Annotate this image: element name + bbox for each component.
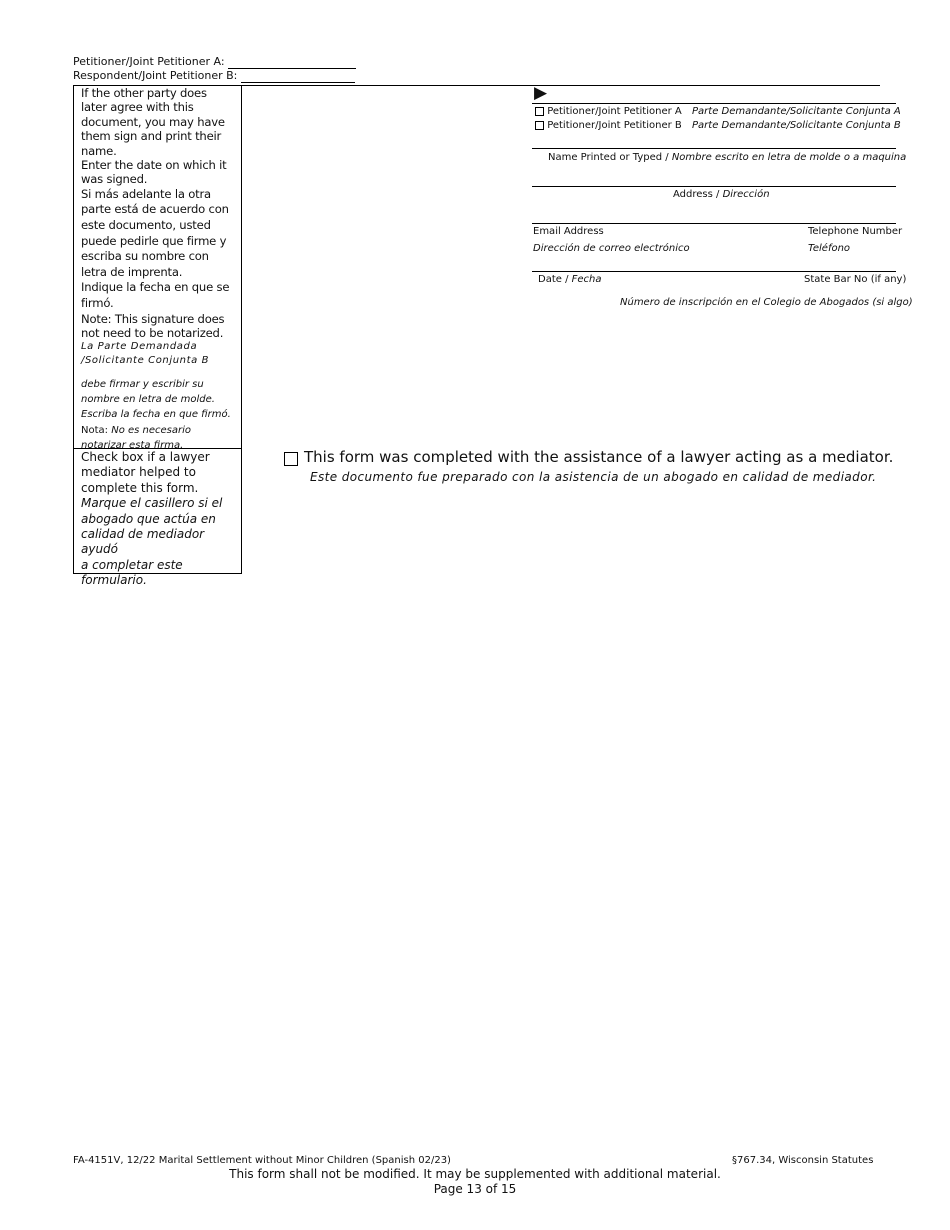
address-label (673, 189, 770, 201)
petitioner-label: Petitioner/Joint Petitioner A: (73, 55, 225, 68)
instruction-line: formulario. (81, 573, 147, 588)
address-line[interactable] (532, 186, 896, 187)
instruction-line: Enter the date on which it (81, 158, 227, 173)
instruction-line: a completar este (81, 557, 183, 572)
instruction-es (81, 187, 241, 312)
instruction-line: Si más adelante la otra (81, 186, 211, 201)
sign-here-arrow-icon: ▶ (534, 83, 548, 103)
instruction-line: escriba su nombre con (81, 249, 209, 264)
instruction-line: debe firmar y escribir su (81, 378, 204, 390)
petitioner-caption (73, 55, 356, 69)
state-bar-label-es: Número de inscripción en el Colegio de Abogados (si algo) (620, 297, 913, 308)
mediator-instruction-en (81, 450, 241, 496)
statute-reference: §767.34, Wisconsin Statutes (732, 1155, 874, 1166)
modification-notice: This form shall not be modified. It may be supplemented with additional material. (229, 1167, 721, 1181)
note-en (81, 312, 241, 341)
date-label-en: Date / (538, 274, 569, 285)
instruction-line: La Parte Demandada (81, 341, 198, 353)
name-line[interactable] (532, 148, 896, 149)
nota-line: notarizar esta firma. (81, 439, 184, 451)
instruction-line: letra de imprenta. (81, 264, 183, 279)
email-label: Email Address (533, 226, 604, 237)
address-label-en: Address / (673, 189, 720, 200)
instruction-line: later agree with this (81, 100, 194, 115)
instruction-line: Check box if a lawyer (81, 450, 210, 464)
instruction-line: document, you may have (81, 114, 225, 129)
phone-label-es: Teléfono (808, 243, 851, 254)
option-a-label-es: Parte Demandante/Solicitante Conjunta A (692, 106, 901, 117)
mediator-text-es: Este documento fue preparado con la asistencia de un abogado en calidad de mediador. (310, 470, 877, 484)
option-b-label-es: Parte Demandante/Solicitante Conjunta B (692, 120, 901, 131)
phone-label: Telephone Number (808, 226, 903, 237)
note-line: not need to be notarized. (81, 326, 224, 340)
signature-line[interactable] (532, 103, 896, 104)
mediator-instructions-box (73, 448, 242, 588)
petitioner-name-line[interactable] (228, 57, 356, 69)
state-bar-label: State Bar No (if any) (804, 274, 907, 285)
respondent-name-line[interactable] (241, 71, 355, 83)
instruction-line: them sign and print their (81, 129, 222, 144)
note-label: Note: (81, 311, 112, 326)
checkbox-petitioner-a[interactable] (535, 107, 544, 116)
address-label-es: Dirección (722, 189, 770, 200)
instruction-line: mediator helped to (81, 465, 196, 480)
instruction-line: was signed. (81, 172, 148, 187)
instruction-line: name. (81, 143, 117, 158)
note-line: This signature does (114, 311, 225, 326)
respondent-label: Respondent/Joint Petitioner B: (73, 69, 238, 82)
instruction-line: nombre en letra de molde. (81, 394, 215, 405)
instruction-line: Marque el casillero si el (81, 496, 223, 511)
name-label-en: Name Printed or Typed / (548, 152, 669, 163)
instruction-line: If the other party does (81, 86, 207, 100)
instruction-line: este documento, usted (81, 218, 211, 233)
mediator-text: This form was completed with the assistance of a lawyer acting as a mediator. (304, 448, 894, 466)
checkbox-petitioner-b[interactable] (535, 121, 544, 130)
signature-instructions-box (73, 85, 242, 449)
instruction-line: abogado que actúa en (81, 511, 216, 526)
option-petitioner-b (535, 120, 682, 132)
nota-line: No es necesario (111, 424, 192, 436)
instruction-line: puede pedirle que firme y (81, 233, 227, 248)
page-number: Page 13 of 15 (433, 1182, 517, 1196)
date-line[interactable] (532, 271, 896, 272)
instruction-es-italic (81, 340, 241, 453)
checkbox-icon (284, 452, 298, 466)
respondent-caption (73, 69, 355, 83)
name-label (548, 152, 906, 164)
nota-label: Nota: (81, 424, 109, 436)
option-petitioner-a (535, 106, 682, 118)
form-id: FA-4151V, 12/22 Marital Settlement without Minor Children (Spanish 02/23) (73, 1155, 451, 1166)
instruction-line: parte está de acuerdo con (81, 202, 229, 217)
name-label-es: Nombre escrito en letra de molde o a maquina (671, 152, 907, 163)
mediator-instruction-es (81, 496, 241, 588)
instruction-line: complete this form. (81, 480, 199, 495)
date-label (538, 274, 602, 286)
contact-line[interactable] (532, 223, 896, 224)
instruction-en (81, 86, 241, 187)
email-label-es: Dirección de correo electrónico (533, 243, 690, 254)
instruction-line: Indique la fecha en que se (81, 280, 230, 295)
date-label-es: Fecha (571, 274, 602, 285)
instruction-line: /Solicitante Conjunta B (81, 355, 210, 367)
option-a-label: Petitioner/Joint Petitioner A (547, 106, 682, 117)
mediator-checkbox[interactable] (284, 451, 298, 470)
option-b-label: Petitioner/Joint Petitioner B (547, 120, 682, 131)
instruction-line: firmó. (81, 296, 114, 310)
instruction-line: calidad de mediador ayudó (81, 527, 205, 557)
instruction-line: Escriba la fecha en que firmó. (81, 409, 231, 421)
